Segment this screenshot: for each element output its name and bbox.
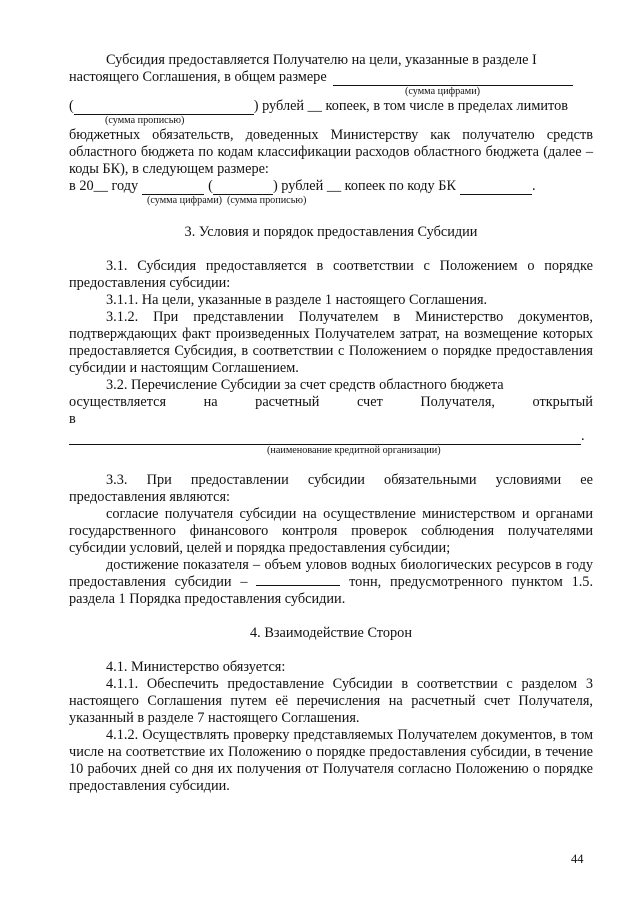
clause-4-1: 4.1. Министерство обязуется: bbox=[106, 659, 286, 675]
clause-3-1-2: 3.1.2. При представлении Получателем в Министерство документов, подтверждающих факт произведенных Получателем затрат, на возмещение которых предоставляется Субсидия, в соответствии с Положением о порядке предоставления субсидии и настоящим Соглашением. bbox=[69, 309, 593, 376]
subsidy-amount-line3 bbox=[69, 98, 593, 115]
clause-3-1-1: 3.1.1. На цели, указанные в разделе 1 настоящего Соглашения. bbox=[106, 292, 488, 308]
caption-row-1 bbox=[69, 86, 593, 98]
budget-obligations-text: бюджетных обязательств, доведенных Министерству как получателю средств областного бюджета по кодам классификации расходов областного бюджета (далее – коды БК), в следующем размере: bbox=[69, 127, 593, 177]
bank-name-caption: (наименование кредитной организации) bbox=[267, 445, 441, 456]
year-digits-blank[interactable] bbox=[142, 181, 204, 195]
sum-words-caption: (сумма прописью) bbox=[105, 115, 185, 126]
year-amount-line bbox=[69, 178, 593, 195]
document-page bbox=[69, 52, 593, 795]
clause-3-2-line2 bbox=[69, 394, 593, 411]
clause-3-2-word: расчетный bbox=[255, 394, 320, 410]
year-prefix: в 20__ году bbox=[69, 178, 139, 194]
bank-name-line bbox=[69, 428, 593, 445]
clause-3-3-indicator bbox=[69, 557, 593, 608]
clause-3-3-consent: согласие получателя субсидии на осуществление министерством и органами государственного финансового контроля проверок соблюдения получателями субсидии условий, целей и порядка предоставления субсидии; bbox=[69, 506, 593, 556]
open-paren: ( bbox=[69, 98, 74, 114]
year-line-period: . bbox=[532, 178, 536, 194]
budget-code-blank[interactable] bbox=[460, 181, 532, 195]
year-open-paren: ( bbox=[208, 178, 213, 194]
page-number: 44 bbox=[571, 852, 584, 866]
year-digits-caption: (сумма цифрами) bbox=[147, 195, 223, 206]
subsidy-amount-line2 bbox=[69, 69, 593, 86]
sum-words-blank[interactable] bbox=[74, 101, 254, 115]
subsidy-amount-line1: Субсидия предоставляется Получателю на цели, указанные в разделе I bbox=[106, 52, 537, 68]
clause-4-1-1: 4.1.1. Обеспечить предоставление Субсидии в соответствии с разделом 3 настоящего Соглашения путем её перечисления на расчетный счет Получателя, указанный в разделе 7 настоящего Соглашения. bbox=[69, 676, 593, 726]
clause-3-2-word: на bbox=[203, 394, 218, 410]
clause-3-2-word: осуществляется bbox=[69, 394, 167, 410]
clause-3-2-in: в bbox=[69, 411, 76, 427]
sum-digits-blank[interactable] bbox=[333, 72, 573, 86]
clause-3-1: 3.1. Субсидия предоставляется в соответствии с Положением о порядке предоставления субсидии: bbox=[69, 258, 593, 291]
indicator-text-end: тонн, предусмотренного пунктом 1.5. раздела 1 Порядка предоставления субсидии. bbox=[69, 574, 594, 607]
clause-3-2-line1: 3.2. Перечисление Субсидии за счет средств областного бюджета bbox=[106, 377, 504, 393]
year-words-caption: (сумма прописью) bbox=[227, 195, 307, 206]
caption-row-2 bbox=[69, 115, 593, 127]
indicator-tonnes-blank[interactable] bbox=[256, 574, 340, 586]
year-amount-text: ) рублей __ копеек по коду БК bbox=[272, 178, 456, 194]
clause-4-1-2: 4.1.2. Осуществлять проверку представляемых Получателем документов, в том числе на соответствие их Положению о порядке предоставления субсидии, в течение 10 рабочих дней со дня их получения от Получателя согласно Положению о порядке предоставления субсидии. bbox=[69, 727, 593, 794]
caption-row-4 bbox=[69, 445, 593, 457]
year-words-blank[interactable] bbox=[213, 181, 273, 195]
clause-3-2-word: открытый bbox=[532, 394, 593, 410]
subsidy-amount-label: настоящего Соглашения, в общем размере bbox=[69, 69, 327, 85]
bank-line-period: . bbox=[581, 428, 585, 444]
clause-3-2-word: счет bbox=[356, 394, 383, 410]
clause-3-2-word: Получателя, bbox=[420, 394, 495, 410]
subsidy-amount-line3-text: ) рублей __ копеек, в том числе в пределах лимитов bbox=[253, 98, 568, 114]
clause-3-3: 3.3. При предоставлении субсидии обязательными условиями ее предоставления являются: bbox=[69, 472, 593, 505]
bank-name-blank[interactable] bbox=[69, 431, 581, 445]
indicator-text-start: достижение показателя – объем уловов водных биологических ресурсов в году предоставления субсидии – bbox=[69, 557, 593, 590]
section-4-heading: 4. Взаимодействие Сторон bbox=[250, 625, 412, 641]
sum-digits-caption: (сумма цифрами) bbox=[405, 86, 481, 97]
section-3-heading: 3. Условия и порядок предоставления Субсидии bbox=[184, 224, 478, 240]
caption-row-3 bbox=[69, 195, 593, 207]
